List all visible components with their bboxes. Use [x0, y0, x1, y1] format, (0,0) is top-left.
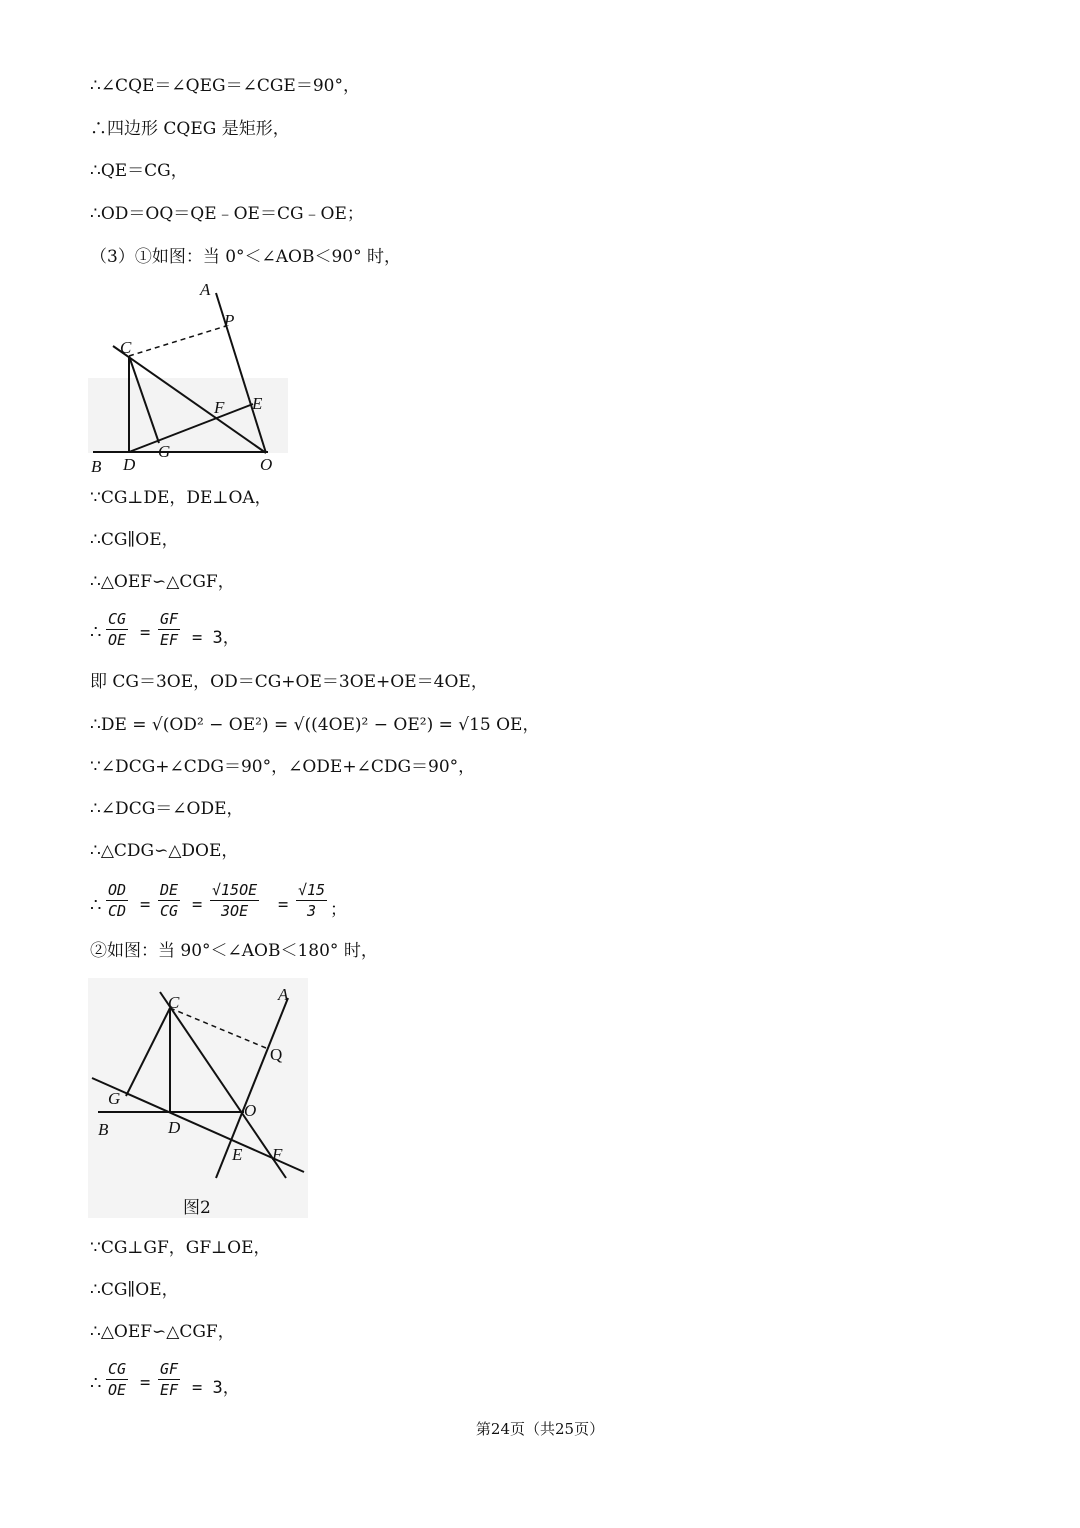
label-a: A	[278, 985, 289, 1004]
label-d: D	[123, 455, 136, 474]
fraction-result: = 3，	[192, 1378, 240, 1398]
fraction-end: ；	[330, 900, 347, 920]
fraction-numerator: GF	[160, 610, 179, 628]
text-line-6: ∵CG⊥DE，DE⊥OA，	[90, 488, 272, 508]
equals-sign: =	[140, 1373, 151, 1393]
fraction-denominator: OE	[108, 631, 127, 649]
fraction-numerator: DE	[160, 881, 179, 899]
therefore-symbol-3: ∴	[90, 1373, 102, 1394]
text-line-12: ∴∠DCG＝∠ODE，	[90, 799, 244, 819]
label-g: G	[158, 442, 171, 461]
label-g: G	[108, 1089, 121, 1108]
fraction-numerator: CG	[108, 610, 127, 628]
label-p: P	[224, 311, 235, 330]
text-line-5: （3）①如图：当 0°＜∠AOB＜90° 时，	[90, 247, 402, 267]
text-line-3: ∴QE＝CG，	[90, 161, 188, 181]
text-line-16: ∴CG∥OE，	[90, 1280, 179, 1300]
label-f: F	[272, 1145, 283, 1164]
text-line-4: ∴OD＝OQ＝QE﹣OE＝CG﹣OE；	[90, 204, 364, 224]
fraction-denominator: EF	[160, 631, 179, 649]
text-line-15: ∵CG⊥GF，GF⊥OE，	[90, 1238, 271, 1258]
page-footer: 第24页（共25页）	[475, 1420, 605, 1438]
fraction-bar	[158, 629, 180, 630]
fraction-numerator: √15	[298, 881, 326, 899]
equals-sign: =	[192, 895, 203, 915]
text-line-17: ∴△OEF∽△CGF，	[90, 1322, 235, 1342]
fraction-denominator: CD	[108, 902, 127, 920]
fraction-bar	[210, 900, 259, 901]
therefore-symbol-1: ∴	[90, 622, 102, 643]
label-o: O	[260, 455, 273, 474]
text-line-8: ∴△OEF∽△CGF，	[90, 572, 235, 592]
text-line-9: 即 CG＝3OE，OD＝CG+OE＝3OE+OE＝4OE，	[90, 672, 488, 692]
label-e: E	[252, 394, 263, 413]
fraction-cg-oe-2	[106, 1360, 128, 1399]
text-line-2: ∴四边形 CQEG 是矩形，	[90, 119, 290, 139]
fraction-denominator: OE	[108, 1381, 127, 1399]
fraction-denominator: 3OE	[221, 902, 249, 920]
label-b: B	[98, 1120, 109, 1139]
fraction-denominator: CG	[160, 902, 179, 920]
fraction-bar	[106, 900, 128, 901]
fraction-gf-ef	[158, 610, 180, 649]
fraction-bar	[296, 900, 327, 901]
fraction-bar	[158, 900, 180, 901]
fraction-numerator: CG	[108, 1360, 127, 1378]
fraction-numerator: √15OE	[212, 881, 258, 899]
fraction-de-cg	[158, 881, 180, 920]
figure-2-caption: 图2	[183, 1198, 211, 1218]
fraction-bar	[106, 1379, 128, 1380]
label-c: C	[168, 993, 180, 1012]
label-o: O	[244, 1101, 257, 1120]
fraction-numerator: OD	[108, 881, 127, 899]
fraction-cg-oe	[106, 610, 128, 649]
label-b: B	[91, 457, 102, 476]
fraction-denominator: EF	[160, 1381, 179, 1399]
text-line-14: ②如图：当 90°＜∠AOB＜180° 时，	[90, 941, 378, 961]
text-line-1: ∴∠CQE＝∠QEG＝∠CGE＝90°，	[90, 76, 360, 96]
fraction-bar	[106, 629, 128, 630]
equals-sign: =	[278, 895, 289, 915]
figure-2-background	[88, 978, 308, 1218]
label-c: C	[120, 338, 132, 357]
fraction-result: = 3，	[192, 628, 240, 648]
dashed-cp	[129, 326, 226, 356]
fraction-sqrt15-3	[296, 881, 327, 920]
fraction-numerator: GF	[160, 1360, 179, 1378]
equals-sign: =	[140, 623, 151, 643]
text-line-7: ∴CG∥OE，	[90, 530, 179, 550]
fraction-bar	[158, 1379, 180, 1380]
label-a: A	[200, 280, 211, 299]
fraction-od-cd	[106, 881, 128, 920]
fraction-denominator: 3	[307, 902, 317, 920]
label-d: D	[168, 1118, 181, 1137]
therefore-symbol-2: ∴	[90, 895, 102, 916]
figure-2-diagram	[88, 978, 308, 1218]
fraction-gf-ef-2	[158, 1360, 180, 1399]
figure-1-background	[88, 378, 288, 453]
text-line-11: ∵∠DCG+∠CDG＝90°，∠ODE+∠CDG＝90°，	[90, 757, 476, 777]
label-q: Q	[270, 1045, 283, 1064]
label-f: F	[214, 398, 225, 417]
fraction-sqrt15oe-3oe	[210, 881, 259, 920]
label-e: E	[232, 1145, 243, 1164]
text-line-10: ∴DE = √(OD² − OE²) = √((4OE)² − OE²) = √15 OE，	[90, 715, 540, 735]
text-line-13: ∴△CDG∽△DOE，	[90, 841, 239, 861]
figure-1-diagram	[88, 278, 288, 478]
equals-sign: =	[140, 895, 151, 915]
